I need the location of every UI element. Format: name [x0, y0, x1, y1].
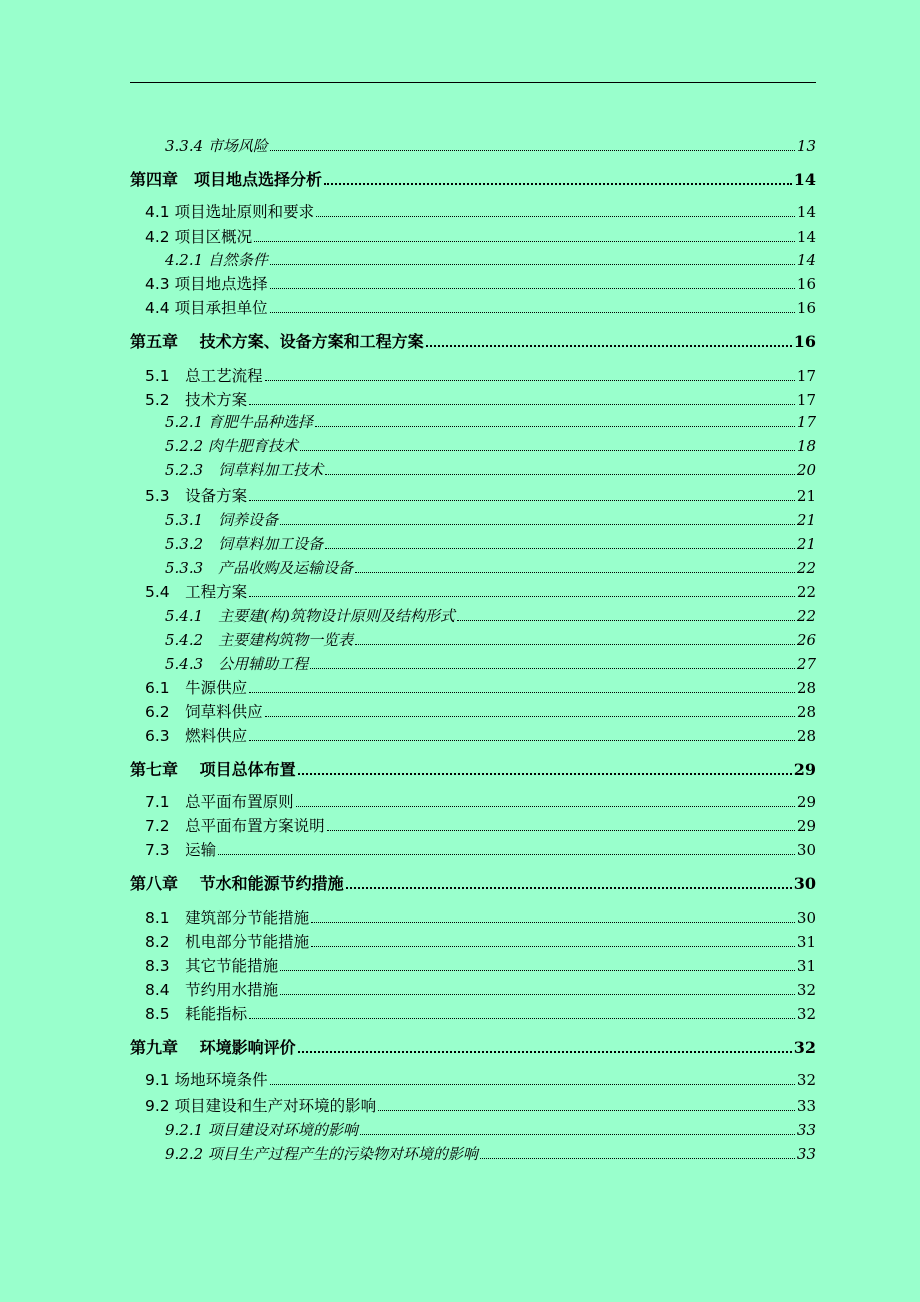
toc-dot-leader: [355, 644, 795, 645]
toc-entry-title: 9.2.2 项目生产过程产生的污染物对环境的影响: [165, 1145, 478, 1163]
toc-entry[interactable]: [145, 388, 816, 410]
toc-entry-page-number: 32: [793, 1038, 816, 1057]
toc-entry-title: 5.4.2 主要建构筑物一览表: [165, 631, 354, 649]
toc-entry-page-number: 26: [796, 631, 816, 649]
toc-entry-page-number: 22: [796, 559, 816, 577]
toc-entry-page-number: 14: [796, 251, 816, 269]
toc-entry[interactable]: [130, 1036, 816, 1058]
toc-entry[interactable]: [165, 410, 816, 432]
toc-entry[interactable]: [145, 700, 816, 722]
toc-dot-leader: [311, 922, 795, 923]
toc-entry[interactable]: [145, 1068, 816, 1090]
toc-entry-title: 第四章 项目地点选择分析: [130, 170, 323, 189]
toc-entry-page-number: 33: [796, 1145, 816, 1163]
toc-entry-title: 第八章 节水和能源节约措施: [130, 874, 344, 893]
toc-dot-leader: [249, 596, 795, 597]
toc-entry[interactable]: [130, 872, 816, 894]
toc-entry-page-number: 30: [796, 909, 816, 927]
toc-entry-page-number: 32: [796, 1071, 816, 1089]
toc-entry-title: 8.3 其它节能措施: [145, 957, 279, 975]
toc-entry-page-number: 32: [796, 1005, 816, 1023]
toc-entry-title: 5.4.1 主要建(构)筑物设计原则及结构形式: [165, 607, 455, 625]
toc-entry-title: 6.1 牛源供应: [145, 679, 248, 697]
toc-dot-leader: [346, 887, 792, 889]
toc-entry-page-number: 29: [793, 760, 816, 779]
toc-dot-leader: [270, 312, 795, 313]
toc-dot-leader: [355, 572, 795, 573]
toc-dot-leader: [311, 946, 795, 947]
toc-dot-leader: [249, 1018, 795, 1019]
toc-entry-title: 5.2.1 育肥牛品种选择: [165, 413, 313, 431]
toc-entry-page-number: 28: [796, 727, 816, 745]
toc-entry-page-number: 31: [796, 957, 816, 975]
toc-entry-page-number: 14: [793, 170, 816, 189]
toc-entry-title: 第七章 项目总体布置: [130, 760, 296, 779]
toc-entry-title: 7.2 总平面布置方案说明: [145, 817, 325, 835]
toc-entry-page-number: 20: [796, 461, 816, 479]
toc-entry-title: 第五章 技术方案、设备方案和工程方案: [130, 332, 424, 351]
toc-dot-leader: [218, 854, 795, 855]
toc-dot-leader: [270, 264, 795, 265]
toc-entry-title: 3.3.4 市场风险: [165, 137, 268, 155]
toc-dot-leader: [310, 668, 795, 669]
toc-dot-leader: [249, 740, 795, 741]
toc-entry-title: 5.3.1 饲养设备: [165, 511, 279, 529]
toc-entry-page-number: 17: [796, 413, 816, 431]
toc-entry[interactable]: [165, 134, 816, 156]
toc-entry-page-number: 29: [796, 793, 816, 811]
toc-entry-page-number: 28: [796, 703, 816, 721]
toc-dot-leader: [270, 1084, 795, 1085]
toc-entry-title: 9.2 项目建设和生产对环境的影响: [145, 1097, 377, 1115]
toc-entry-page-number: 22: [796, 607, 816, 625]
toc-entry-title: 9.1 场地环境条件: [145, 1071, 268, 1089]
toc-entry-title: 5.1 总工艺流程: [145, 367, 263, 385]
toc-dot-leader: [325, 474, 795, 475]
toc-entry[interactable]: [145, 1002, 816, 1024]
toc-dot-leader: [327, 830, 795, 831]
toc-entry-page-number: 16: [796, 275, 816, 293]
toc-entry[interactable]: [165, 652, 816, 674]
toc-entry[interactable]: [165, 1142, 816, 1164]
toc-entry[interactable]: [145, 978, 816, 1000]
toc-dot-leader: [300, 450, 795, 451]
toc-dot-leader: [298, 1051, 792, 1053]
toc-entry-title: 5.3 设备方案: [145, 487, 248, 505]
toc-entry-page-number: 14: [796, 203, 816, 221]
toc-entry[interactable]: [165, 604, 816, 626]
toc-entry-title: 4.2 项目区概况: [145, 228, 253, 246]
toc-entry-title: 5.4.3 公用辅助工程: [165, 655, 309, 673]
toc-entry-page-number: 30: [796, 841, 816, 859]
toc-entry[interactable]: [130, 330, 816, 352]
toc-dot-leader: [324, 183, 792, 185]
toc-dot-leader: [296, 806, 795, 807]
toc-dot-leader: [426, 345, 792, 347]
toc-entry-title: 4.1 项目选址原则和要求: [145, 203, 315, 221]
toc-entry[interactable]: [165, 532, 816, 554]
toc-entry[interactable]: [145, 930, 816, 952]
toc-entry[interactable]: [145, 484, 816, 506]
toc-entry-page-number: 16: [793, 332, 816, 351]
toc-dot-leader: [315, 426, 795, 427]
toc-entry[interactable]: [145, 814, 816, 836]
toc-dot-leader: [280, 970, 795, 971]
toc-entry[interactable]: [145, 954, 816, 976]
toc-entry-title: 5.2.2 肉牛肥育技术: [165, 437, 298, 455]
toc-dot-leader: [325, 548, 795, 549]
toc-dot-leader: [280, 524, 795, 525]
toc-entry-title: 第九章 环境影响评价: [130, 1038, 296, 1057]
toc-entry[interactable]: [145, 676, 816, 698]
toc-entry[interactable]: [145, 580, 816, 602]
toc-entry-page-number: 31: [796, 933, 816, 951]
toc-entry[interactable]: [165, 556, 816, 578]
toc-dot-leader: [249, 692, 795, 693]
toc-dot-leader: [298, 773, 792, 775]
toc-entry[interactable]: [145, 906, 816, 928]
toc-entry-title: 9.2.1 项目建设对环境的影响: [165, 1121, 358, 1139]
toc-entry-page-number: 17: [796, 367, 816, 385]
toc-entry-title: 6.2 饲草料供应: [145, 703, 263, 721]
toc-dot-leader: [254, 241, 795, 242]
toc-dot-leader: [316, 216, 795, 217]
toc-dot-leader: [270, 288, 795, 289]
toc-entry-page-number: 21: [796, 511, 816, 529]
toc-entry-page-number: 21: [796, 535, 816, 553]
toc-entry-page-number: 14: [796, 228, 816, 246]
toc-entry[interactable]: [165, 508, 816, 530]
toc-entry[interactable]: [145, 724, 816, 746]
toc-entry-title: 5.2.3 饲草料加工技术: [165, 461, 324, 479]
toc-dot-leader: [480, 1158, 795, 1159]
toc-entry-title: 4.3 项目地点选择: [145, 275, 268, 293]
toc-entry[interactable]: [145, 272, 816, 294]
toc-entry[interactable]: [165, 248, 816, 270]
toc-entry-page-number: 16: [796, 299, 816, 317]
toc-entry-title: 4.4 项目承担单位: [145, 299, 268, 317]
toc-entry-title: 7.1 总平面布置原则: [145, 793, 294, 811]
toc-entry-title: 8.2 机电部分节能措施: [145, 933, 310, 951]
toc-entry-title: 6.3 燃料供应: [145, 727, 248, 745]
toc-entry[interactable]: [165, 458, 816, 480]
toc-entry-title: 5.3.3 产品收购及运输设备: [165, 559, 354, 577]
toc-entry[interactable]: [145, 838, 816, 860]
toc-entry-title: 8.5 耗能指标: [145, 1005, 248, 1023]
toc-entry-title: 8.4 节约用水措施: [145, 981, 279, 999]
toc-entry-title: 5.2 技术方案: [145, 391, 248, 409]
toc-entry-page-number: 30: [793, 874, 816, 893]
toc-entry[interactable]: [145, 1094, 816, 1116]
toc-entry-page-number: 29: [796, 817, 816, 835]
toc-dot-leader: [265, 716, 795, 717]
toc-entry[interactable]: [130, 168, 816, 190]
toc-dot-leader: [360, 1134, 795, 1135]
toc-entry-title: 5.3.2 饲草料加工设备: [165, 535, 324, 553]
toc-entry-title: 8.1 建筑部分节能措施: [145, 909, 310, 927]
toc-entry[interactable]: [145, 296, 816, 318]
toc-dot-leader: [249, 404, 795, 405]
toc-entry-page-number: 32: [796, 981, 816, 999]
toc-entry-page-number: 22: [796, 583, 816, 601]
toc-entry-page-number: 33: [796, 1097, 816, 1115]
toc-dot-leader: [249, 500, 795, 501]
toc-dot-leader: [457, 620, 795, 621]
toc-entry-page-number: 28: [796, 679, 816, 697]
toc-entry[interactable]: [145, 790, 816, 812]
toc-entry-title: 7.3 运输: [145, 841, 217, 859]
toc-entry-title: 5.4 工程方案: [145, 583, 248, 601]
toc-entry-page-number: 13: [796, 137, 816, 155]
toc-dot-leader: [270, 150, 795, 151]
toc-entry-title: 4.2.1 自然条件: [165, 251, 268, 269]
header-rule: [130, 82, 816, 83]
toc-dot-leader: [280, 994, 795, 995]
toc-dot-leader: [378, 1110, 795, 1111]
toc-entry[interactable]: [145, 364, 816, 386]
toc-entry-page-number: 18: [796, 437, 816, 455]
toc-entry-page-number: 17: [796, 391, 816, 409]
toc-entry-page-number: 33: [796, 1121, 816, 1139]
toc-entry[interactable]: [165, 434, 816, 456]
toc-entry-page-number: 27: [796, 655, 816, 673]
toc-entry[interactable]: [145, 225, 816, 247]
toc-entry[interactable]: [145, 200, 816, 222]
toc-entry[interactable]: [165, 628, 816, 650]
toc-dot-leader: [265, 380, 795, 381]
toc-entry-page-number: 21: [796, 487, 816, 505]
toc-entry[interactable]: [130, 758, 816, 780]
toc-entry[interactable]: [165, 1118, 816, 1140]
